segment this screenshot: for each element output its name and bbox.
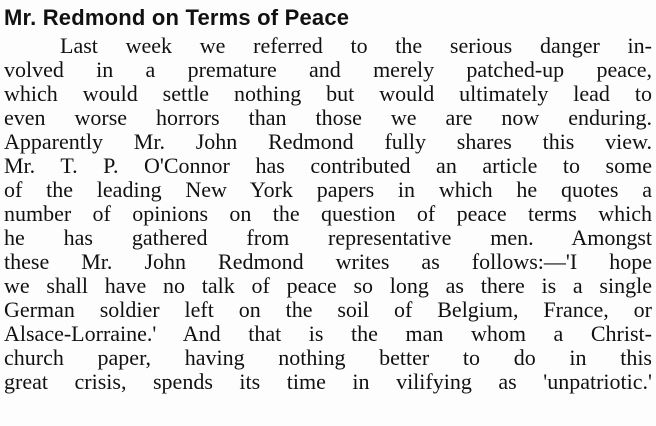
article-line: volved in a premature and merely patched-up peace, bbox=[4, 58, 652, 82]
article-line: Last week we referred to the serious danger in- bbox=[60, 34, 652, 58]
article-line: of the leading New York papers in which he quotes a bbox=[4, 178, 652, 202]
article-line: church paper, having nothing better to do in this bbox=[4, 346, 652, 370]
article-line: German soldier left on the soil of Belgium, France, or bbox=[4, 298, 652, 322]
article-headline: Mr. Redmond on Terms of Peace bbox=[4, 5, 350, 30]
article-line: even worse horrors than those we are now enduring. bbox=[4, 106, 652, 130]
article-line: Mr. T. P. O'Connor has contributed an article to some bbox=[4, 154, 652, 178]
article-line: he has gathered from representative men. Amongst bbox=[4, 226, 652, 250]
article-line: these Mr. John Redmond writes as follows:—'I hope bbox=[4, 250, 652, 274]
article-line: we shall have no talk of peace so long as there is a single bbox=[4, 274, 652, 298]
article-line: great crisis, spends its time in vilifying as 'unpatriotic.' bbox=[4, 370, 652, 394]
article-line: which would settle nothing but would ultimately lead to bbox=[4, 82, 652, 106]
article-line: Alsace-Lorraine.' And that is the man whom a Christ- bbox=[4, 322, 652, 346]
article-line: Apparently Mr. John Redmond fully shares this view. bbox=[4, 130, 652, 154]
article-line: number of opinions on the question of peace terms which bbox=[4, 202, 652, 226]
